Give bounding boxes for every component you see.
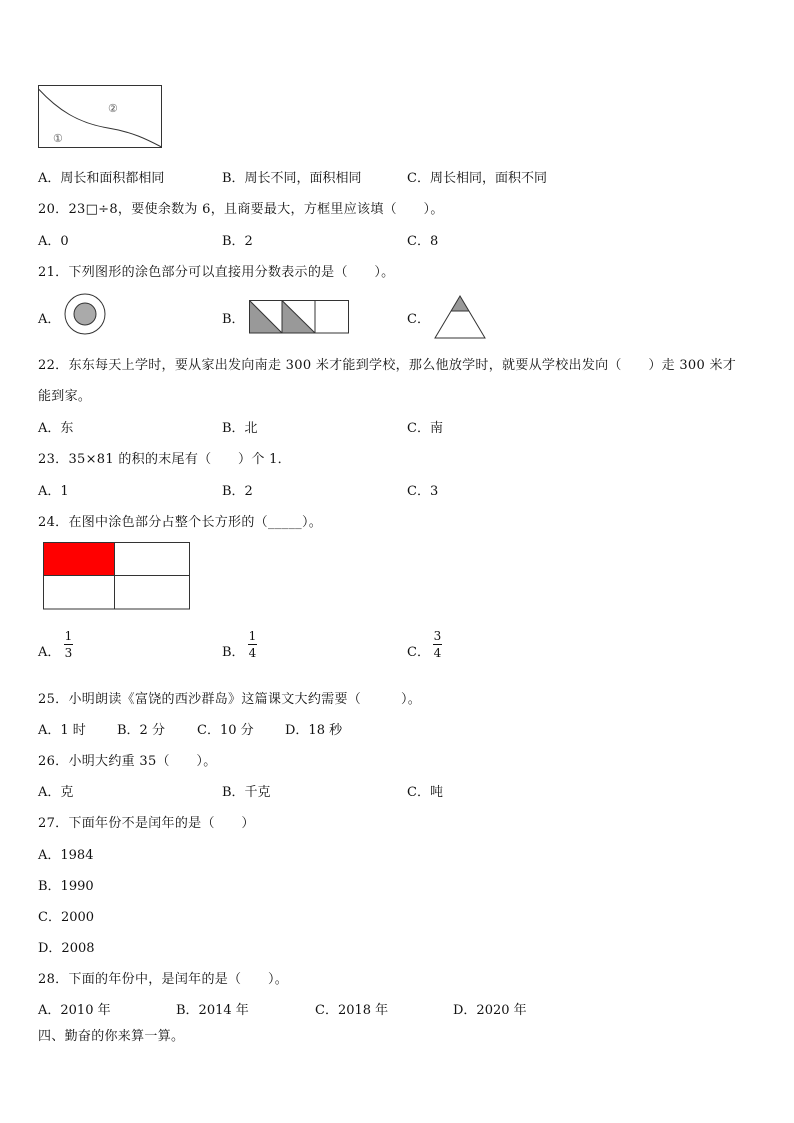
q20-stem: 20．23□÷8，要使余数为 6，且商要最大，方框里应该填（ ）。 <box>38 202 444 217</box>
q19-option-a: A．周长和面积都相同 <box>38 171 165 186</box>
q24-option-a-fraction <box>64 629 73 660</box>
q23-option-a: A．1 <box>38 484 69 499</box>
q24-option-b-denominator: 4 <box>248 646 257 660</box>
q28-option-b: B．2014 年 <box>176 1003 249 1018</box>
q27-option-b: B．1990 <box>38 879 94 894</box>
q22-option-c: C．南 <box>407 421 443 436</box>
q22-stem-line1: 22．东东每天上学时，要从家出发向南走 300 米才能到学校，那么他放学时，就要从学校出发向（ ）走 300 米才 <box>38 358 737 373</box>
q24-option-a-denominator: 3 <box>64 646 73 660</box>
q27-option-c: C．2000 <box>38 910 95 925</box>
q26-option-a: A．克 <box>38 785 74 800</box>
q21-figure-b-squares <box>249 300 350 334</box>
q26-option-c: C．吨 <box>407 785 443 800</box>
q27-option-d: D．2008 <box>38 941 95 956</box>
q23-option-b: B．2 <box>222 484 253 499</box>
q21-figure-a-circle <box>64 293 106 335</box>
q21-option-a-label: A． <box>38 312 61 327</box>
q23-stem: 23．35×81 的积的末尾有（ ）个 1． <box>38 452 291 467</box>
q21-stem: 21．下列图形的涂色部分可以直接用分数表示的是（ ）。 <box>38 265 395 280</box>
q20-option-c: C．8 <box>407 234 439 249</box>
q24-option-c-denominator: 4 <box>433 646 442 660</box>
q23-option-c: C．3 <box>407 484 439 499</box>
q24-option-b-numerator: 1 <box>248 629 257 643</box>
fraction-bar <box>248 644 257 645</box>
region-1-label: ① <box>53 132 63 145</box>
q24-stem: 24．在图中涂色部分占整个长方形的（_____）。 <box>38 515 323 530</box>
q24-rectangle-grid <box>43 542 191 610</box>
q24-option-c-fraction <box>433 629 442 660</box>
q22-option-a: A．东 <box>38 421 74 436</box>
q25-option-b: B．2 分 <box>117 723 165 738</box>
q25-stem: 25．小明朗读《富饶的西沙群岛》这篇课文大约需要（ ）。 <box>38 692 422 707</box>
q25-option-d: D．18 秒 <box>285 723 343 738</box>
region-2-label: ② <box>108 102 118 115</box>
q25-option-c: C．10 分 <box>197 723 254 738</box>
q24-option-b-label: B． <box>222 645 245 660</box>
q25-option-a: A．1 时 <box>38 723 86 738</box>
q28-stem: 28．下面的年份中，是闰年的是（ ）。 <box>38 972 289 987</box>
q21-figure-c-triangle <box>434 295 486 339</box>
q24-option-c-numerator: 3 <box>433 629 442 643</box>
q22-stem-line2: 能到家。 <box>38 389 92 404</box>
q28-option-d: D．2020 年 <box>453 1003 527 1018</box>
fraction-bar <box>64 644 73 645</box>
q24-option-b-fraction <box>248 629 257 660</box>
fraction-bar <box>433 644 442 645</box>
q20-option-a: A．0 <box>38 234 69 249</box>
q20-option-b: B．2 <box>222 234 253 249</box>
q21-option-c-label: C． <box>407 312 430 327</box>
q26-stem: 26．小明大约重 35（ ）。 <box>38 754 217 769</box>
q19-option-c: C．周长相同，面积不同 <box>407 171 547 186</box>
section-4-title: 四、勤奋的你来算一算。 <box>38 1029 185 1044</box>
q22-option-b: B．北 <box>222 421 258 436</box>
q24-option-a-label: A． <box>38 645 61 660</box>
q27-option-a: A．1984 <box>38 848 94 863</box>
q21-option-b-label: B． <box>222 312 245 327</box>
q28-option-c: C．2018 年 <box>315 1003 389 1018</box>
q27-stem: 27．下面年份不是闰年的是（ ） <box>38 816 255 831</box>
q24-option-a-numerator: 1 <box>64 629 73 643</box>
q26-option-b: B．千克 <box>222 785 271 800</box>
q24-option-c-label: C． <box>407 645 430 660</box>
q19-option-b: B．周长不同，面积相同 <box>222 171 362 186</box>
q28-option-a: A．2010 年 <box>38 1003 111 1018</box>
